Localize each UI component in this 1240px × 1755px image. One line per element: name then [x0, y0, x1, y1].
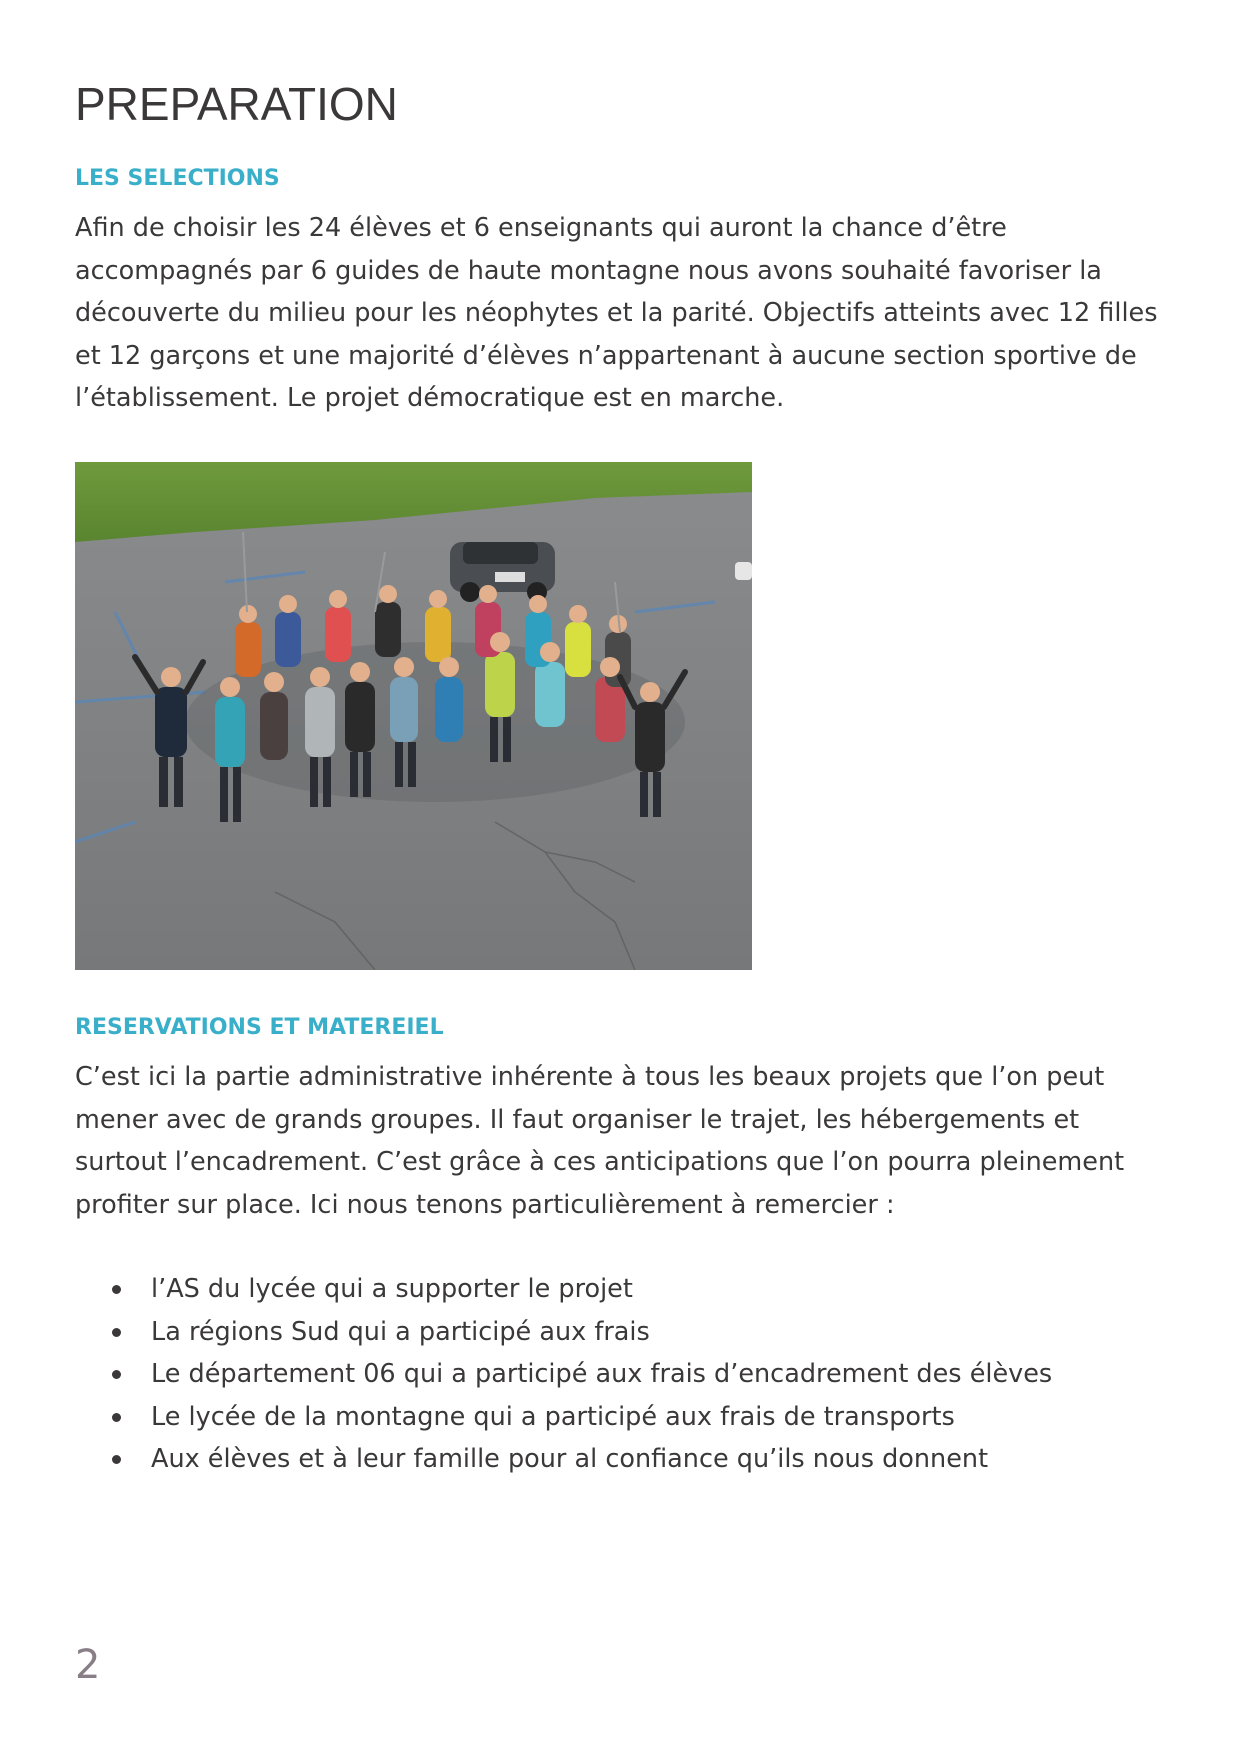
section-heading-selections: LES SELECTIONS — [75, 166, 280, 191]
bullet-icon — [112, 1455, 121, 1464]
page-title: PREPARATION — [75, 78, 398, 130]
list-item-text: La régions Sud qui a participé aux frais — [151, 1316, 650, 1347]
bullet-icon — [112, 1370, 121, 1379]
bullet-icon — [112, 1285, 121, 1294]
list-item-text: Le lycée de la montagne qui a participé aux frais de transports — [151, 1401, 955, 1432]
page-number: 2 — [75, 1642, 101, 1688]
list-item — [75, 1396, 1175, 1439]
reservations-paragraph: C’est ici la partie administrative inhérente à tous les beaux projets que l’on peut mener avec de grands groupes. Il faut organiser le trajet, les hébergements et surtout l’encadrement. C’est grâce à ces anticipations que l’on pourra pleinement profiter sur place. Ici nous tenons particulièrement à remercier : — [75, 1062, 1125, 1220]
list-item — [75, 1268, 1175, 1311]
bullet-icon — [112, 1328, 121, 1337]
selections-paragraph: Afin de choisir les 24 élèves et 6 enseignants qui auront la chance d’être accompagnés par 6 guides de haute montagne nous avons souhaité favoriser la découverte du milieu pour les néophytes et la parité. Objectifs atteints avec 12 filles et 12 garçons et une majorité d’élèves n’appartenant à aucune section sportive de l’établissement. Le projet démocratique est en marche. — [75, 213, 1158, 413]
section-heading-reservations: RESERVATIONS ET MATEREIEL — [75, 1015, 444, 1040]
list-item-text: l’AS du lycée qui a supporter le projet — [151, 1274, 633, 1304]
group-photo — [75, 462, 752, 970]
thanks-list — [75, 1268, 1175, 1481]
list-item — [75, 1438, 1175, 1481]
list-item-text: Le département 06 qui a participé aux frais d’encadrement des élèves — [151, 1359, 1053, 1389]
list-item-text: Aux élèves et à leur famille pour al confiance qu’ils nous donnent — [151, 1444, 989, 1474]
list-item — [75, 1311, 1175, 1354]
bullet-icon — [112, 1413, 121, 1422]
list-item — [75, 1353, 1175, 1396]
